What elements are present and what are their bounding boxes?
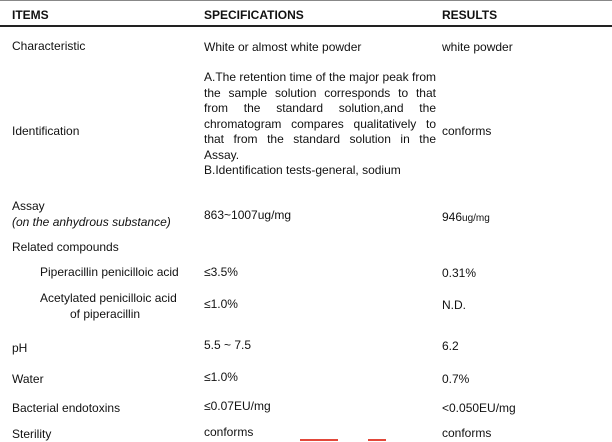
assay-result-value: 946 [442,210,463,224]
endotoxins-item: Bacterial endotoxins [12,401,121,415]
header-rule [0,25,612,27]
identification-spec [204,70,436,179]
identification-spec-a: A.The retention time of the major peak from the sample solution corresponds to that from the standard solution,and the chromatogram compares qualitatively to that from the standard solution in the Assay. [204,70,436,162]
related-compounds-item: Related compounds [12,240,119,254]
stamp-mark-left [300,439,338,441]
assay-item-note: (on the anhydrous substance) [12,215,171,229]
identification-spec-b: B.Identification tests-general, sodium [204,163,401,177]
characteristic-item: Characteristic [12,39,86,53]
piperacillin-penicilloic-spec: ≤3.5% [204,265,238,279]
sterility-item: Sterility [12,427,52,441]
identification-result: conforms [442,124,492,138]
assay-result-unit: ug/mg [462,213,490,224]
ph-spec: 5.5 ~ 7.5 [204,338,252,352]
water-spec: ≤1.0% [204,370,238,384]
water-item: Water [12,372,44,386]
acetylated-item-line1: Acetylated penicilloic acid [40,291,177,305]
top-rule [0,0,612,1]
piperacillin-penicilloic-item: Piperacillin penicilloic acid [40,265,179,279]
identification-item: Identification [12,124,80,138]
header-items: ITEMS [12,8,49,22]
assay-result [442,210,490,226]
ph-result: 6.2 [442,339,459,353]
header-results: RESULTS [442,8,498,22]
sterility-spec: conforms [204,425,254,439]
header-specifications: SPECIFICATIONS [204,8,304,22]
acetylated-item-line2: of piperacillin [70,307,141,321]
acetylated-result: N.D. [442,298,466,312]
piperacillin-penicilloic-result: 0.31% [442,266,477,280]
characteristic-result: white powder [442,40,513,54]
acetylated-spec: ≤1.0% [204,297,238,311]
endotoxins-spec: ≤0.07EU/mg [204,399,271,413]
endotoxins-result: <0.050EU/mg [442,401,516,415]
sterility-result: conforms [442,426,492,440]
water-result: 0.7% [442,372,470,386]
characteristic-spec: White or almost white powder [204,40,362,54]
assay-spec: 863~1007ug/mg [204,208,292,222]
assay-item: Assay [12,199,45,213]
ph-item: pH [12,341,28,355]
stamp-mark-right [368,439,386,441]
